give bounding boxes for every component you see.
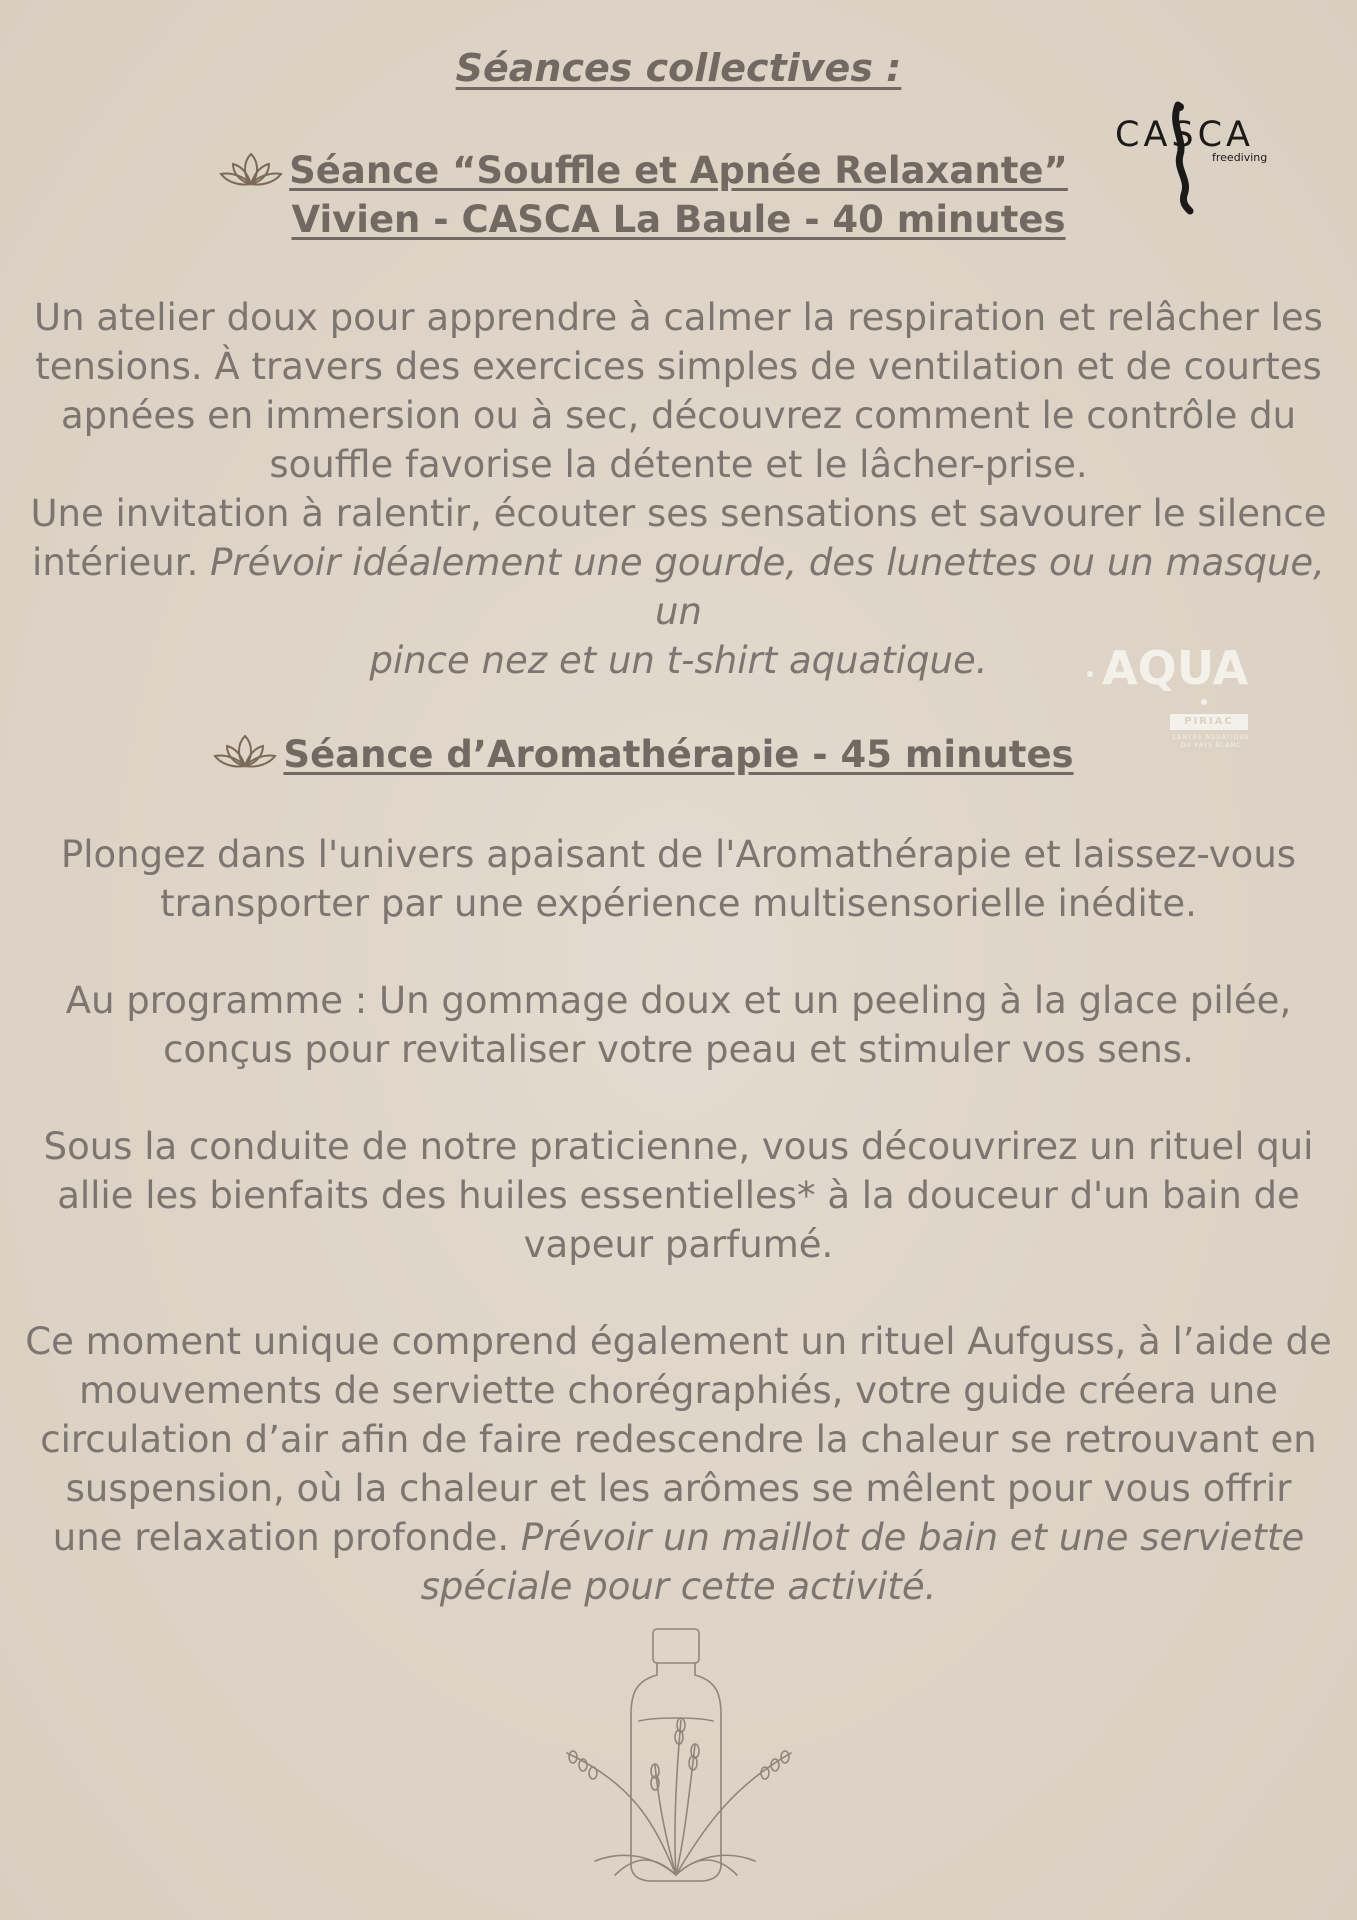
session2-line: suspension, où la chaleur et les arômes se mêlent pour vous offrir bbox=[65, 1467, 1292, 1510]
page-title: Séances collectives : bbox=[455, 46, 902, 90]
session1-line: tensions. À travers des exercices simples de ventilation et de courtes bbox=[35, 345, 1322, 388]
session2-line: vapeur parfumé. bbox=[523, 1223, 834, 1266]
session1-line: Une invitation à ralentir, écouter ses sensations et savourer le silence bbox=[30, 492, 1327, 535]
casca-logo-word: CASCA bbox=[1115, 115, 1254, 155]
session1-heading-line1: Séance “Souffle et Apnée Relaxante” bbox=[289, 149, 1068, 192]
session1-line: intérieur. bbox=[32, 541, 211, 584]
session2-line: conçus pour revitaliser votre peau et stimuler vos sens. bbox=[163, 1028, 1194, 1071]
aqua-centre-label: CENTRE AQUATIQUE DU PAYS BLANC bbox=[1172, 734, 1250, 749]
session1-note: Prévoir idéalement une gourde, des lunettes ou un masque, un bbox=[210, 541, 1325, 633]
essential-oil-bottle-illustration bbox=[555, 1625, 805, 1895]
aqua-piriac-label: PIRIAC bbox=[1170, 714, 1248, 730]
session2-ritual bbox=[20, 1122, 1337, 1269]
session2-line: Sous la conduite de notre praticienne, vous découvrirez un rituel qui bbox=[43, 1125, 1314, 1168]
aqua-letters: AQUA bbox=[1102, 641, 1249, 695]
session2-line: Plongez dans l'univers apaisant de l'Aromathérapie et laissez-vous bbox=[60, 833, 1297, 876]
session1-line: Un atelier doux pour apprendre à calmer la respiration et relâcher les bbox=[34, 296, 1323, 339]
session2-line: Au programme : Un gommage doux et un peeling à la glace pilée, bbox=[65, 979, 1292, 1022]
session2-note-end: spéciale pour cette activité. bbox=[420, 1565, 937, 1608]
session1-heading bbox=[0, 146, 1357, 244]
session2-line: Ce moment unique comprend également un rituel Aufguss, à l’aide de bbox=[25, 1320, 1332, 1363]
session2-heading bbox=[0, 730, 1357, 779]
session2-line: allie les bienfaits des huiles essentielles* à la douceur d'un bain de bbox=[57, 1174, 1300, 1217]
session1-heading-line2: Vivien - CASCA La Baule - 40 minutes bbox=[291, 198, 1066, 241]
session2-intro bbox=[20, 830, 1337, 928]
session2-note: Prévoir un maillot de bain et une serviette bbox=[520, 1516, 1305, 1559]
session2-aufguss bbox=[20, 1317, 1337, 1611]
session1-note-end: pince nez et un t-shirt aquatique. bbox=[369, 639, 988, 682]
session2-line: mouvements de serviette chorégraphiés, votre guide créera une bbox=[79, 1369, 1278, 1412]
session1-description bbox=[20, 293, 1337, 685]
session1-line: apnées en immersion ou à sec, découvrez comment le contrôle du bbox=[60, 394, 1297, 437]
session2-line: circulation d’air afin de faire redescendre la chaleur se retrouvant en bbox=[40, 1418, 1317, 1461]
session2-heading-text: Séance d’Aromathérapie - 45 minutes bbox=[283, 733, 1074, 776]
session2-line: une relaxation profonde. bbox=[52, 1516, 521, 1559]
session1-line: souffle favorise la détente et le lâcher-prise. bbox=[269, 443, 1088, 486]
session2-program bbox=[20, 976, 1337, 1074]
casca-logo-sub: freediving bbox=[1212, 151, 1268, 164]
session2-line: transporter par une expérience multisensorielle inédite. bbox=[160, 882, 1197, 925]
